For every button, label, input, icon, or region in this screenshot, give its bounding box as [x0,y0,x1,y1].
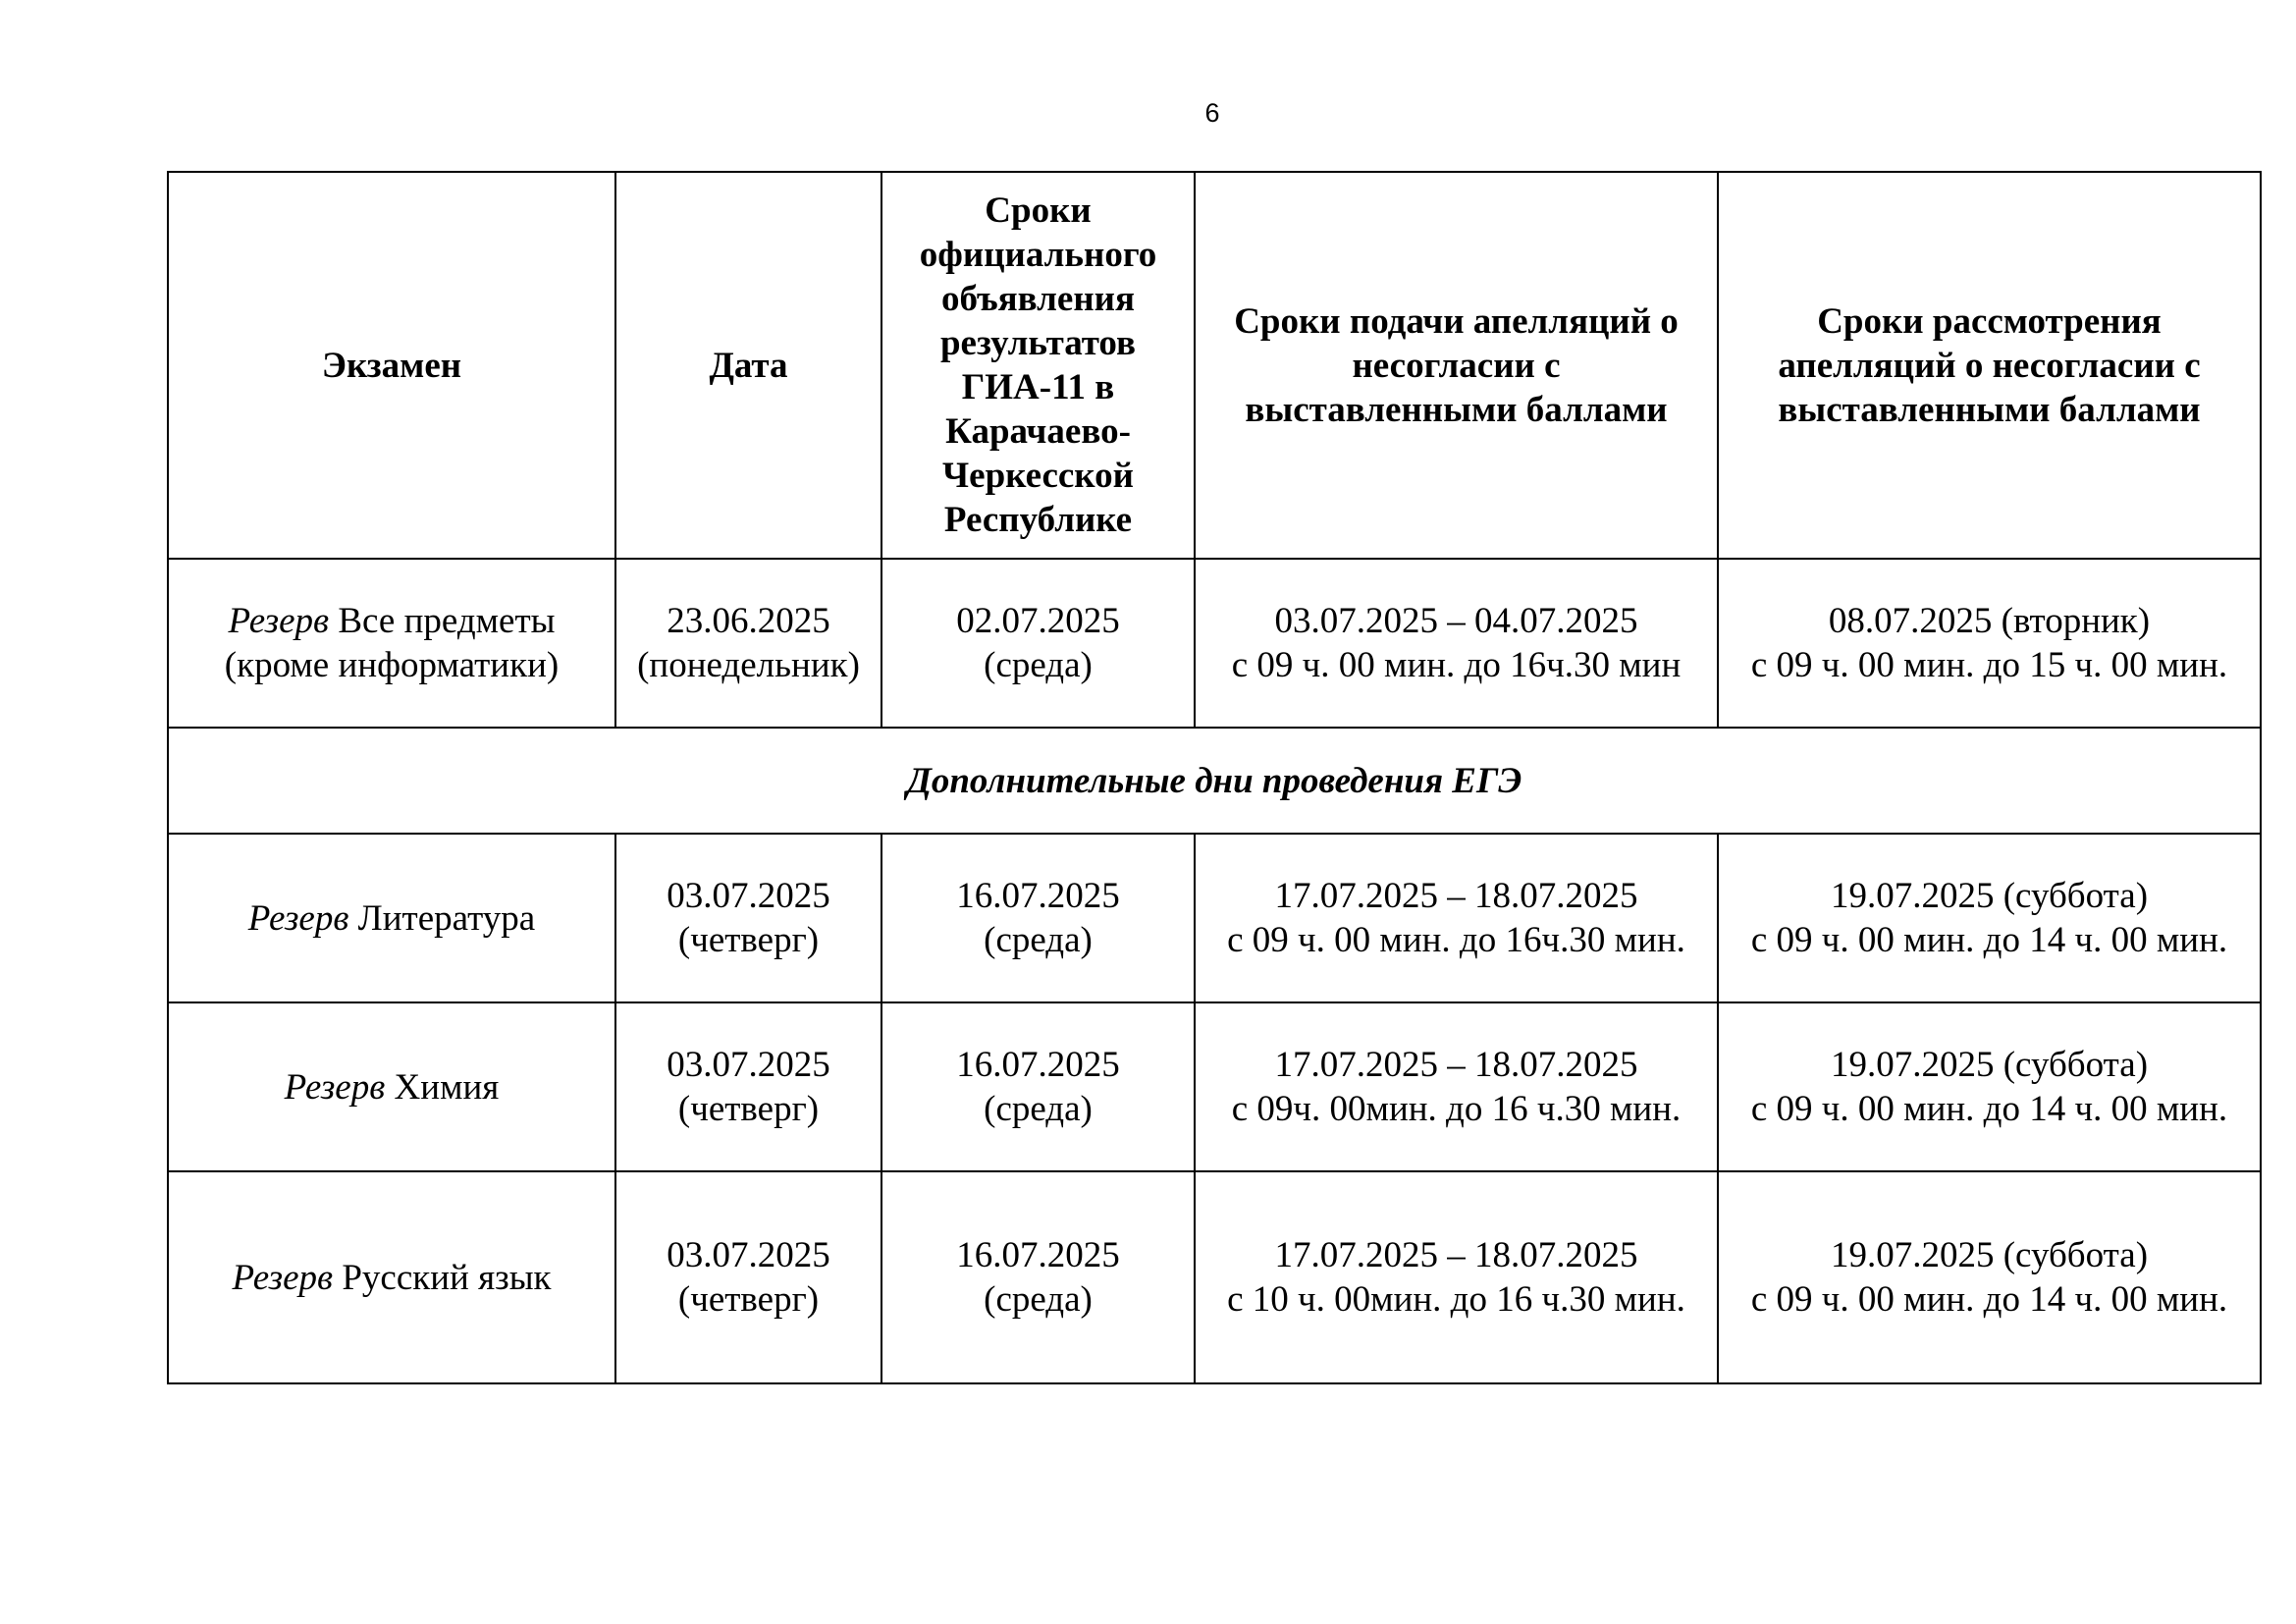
header-submit-line: Сроки подачи апелляций о [1234,300,1679,342]
review-cell [1718,1171,2261,1383]
section-title: Дополнительные дни проведения ЕГЭ [168,728,2261,834]
announce-date: 16.07.2025 [956,1235,1120,1275]
review-cell [1718,834,2261,1002]
header-submit-line: несогласии с [1352,345,1561,386]
section-row [168,728,2261,834]
submit-dates: 17.07.2025 – 18.07.2025 [1274,876,1638,916]
header-announce-line: объявления [941,279,1135,319]
announce-cell [881,1002,1195,1171]
exam-cell [168,1171,615,1383]
header-review-line: Сроки рассмотрения [1817,300,2162,342]
header-submit [1195,172,1718,559]
header-announce-line: ГИА-11 в [961,367,1115,407]
page-number: 6 [1204,98,1220,128]
exam-name [175,1256,609,1300]
review-hours: с 09 ч. 00 мин. до 14 ч. 00 мин. [1750,1089,2228,1129]
header-announce-line: Черкесской [942,456,1134,496]
announce-weekday: (среда) [984,1279,1093,1320]
exam-subject-note: (кроме информатики) [224,645,560,685]
exam-subject: Русский язык [342,1257,552,1298]
announce-date: 02.07.2025 [956,601,1120,641]
announce-weekday: (среда) [984,920,1093,960]
header-submit-line: выставленными баллами [1245,389,1668,430]
submit-hours: с 09 ч. 00 мин. до 16ч.30 мин [1231,645,1682,685]
table-row [168,559,2261,728]
date-value: 23.06.2025 [667,601,830,641]
reserve-tag: Резерв [247,897,349,939]
date-value: 03.07.2025 [667,1235,830,1275]
submit-dates: 03.07.2025 – 04.07.2025 [1274,601,1638,641]
review-hours: с 09 ч. 00 мин. до 15 ч. 00 мин. [1750,645,2228,685]
exam-cell [168,1002,615,1171]
review-cell [1718,1002,2261,1171]
submit-hours: с 10 ч. 00мин. до 16 ч.30 мин. [1227,1279,1685,1320]
reserve-tag: Резерв [284,1066,386,1108]
table-header-row [168,172,2261,559]
table-row [168,1002,2261,1171]
header-announce-line: официального [919,235,1157,275]
date-cell [615,1002,881,1171]
submit-hours: с 09ч. 00мин. до 16 ч.30 мин. [1231,1089,1682,1129]
header-review-line: выставленными баллами [1778,389,2201,430]
exam-schedule-table [167,171,2262,1384]
date-value: 03.07.2025 [667,1045,830,1085]
announce-date: 16.07.2025 [956,1045,1120,1085]
table-row [168,834,2261,1002]
header-announce-line: Сроки [985,190,1092,231]
exam-subject: Все предметы [338,601,556,641]
exam-name [175,896,609,941]
header-announce-line: результатов [939,323,1136,363]
review-cell [1718,559,2261,728]
header-announce-line: Республике [943,500,1133,540]
announce-cell [881,1171,1195,1383]
review-date: 19.07.2025 (суббота) [1830,1045,2149,1085]
header-exam-label: Экзамен [321,345,462,386]
exam-name [175,599,609,643]
announce-weekday: (среда) [984,645,1093,685]
date-weekday: (четверг) [677,1279,820,1320]
submit-dates: 17.07.2025 – 18.07.2025 [1274,1045,1638,1085]
submit-cell [1195,1002,1718,1171]
submit-hours: с 09 ч. 00 мин. до 16ч.30 мин. [1227,920,1685,960]
header-date-label: Дата [709,345,788,386]
date-value: 03.07.2025 [667,876,830,916]
date-weekday: (понедельник) [637,645,860,685]
submit-cell [1195,834,1718,1002]
exam-cell [168,559,615,728]
table-row [168,1171,2261,1383]
reserve-tag: Резерв [232,1257,334,1298]
review-date: 08.07.2025 (вторник) [1828,601,2151,641]
date-weekday: (четверг) [677,1089,820,1129]
header-announce [881,172,1195,559]
announce-date: 16.07.2025 [956,876,1120,916]
review-hours: с 09 ч. 00 мин. до 14 ч. 00 мин. [1750,920,2228,960]
date-cell [615,559,881,728]
date-weekday: (четверг) [677,920,820,960]
review-date: 19.07.2025 (суббота) [1830,1235,2149,1275]
header-exam [168,172,615,559]
exam-name [175,1065,609,1110]
exam-cell [168,834,615,1002]
exam-subject: Литература [357,897,536,939]
header-review [1718,172,2261,559]
submit-cell [1195,1171,1718,1383]
reserve-tag: Резерв [228,601,330,641]
date-cell [615,834,881,1002]
review-date: 19.07.2025 (суббота) [1830,876,2149,916]
announce-cell [881,559,1195,728]
header-review-line: апелляций о несогласии с [1778,345,2201,386]
exam-subject: Химия [394,1066,500,1108]
announce-weekday: (среда) [984,1089,1093,1129]
review-hours: с 09 ч. 00 мин. до 14 ч. 00 мин. [1750,1279,2228,1320]
announce-cell [881,834,1195,1002]
submit-dates: 17.07.2025 – 18.07.2025 [1274,1235,1638,1275]
submit-cell [1195,559,1718,728]
header-date [615,172,881,559]
date-cell [615,1171,881,1383]
header-announce-line: Карачаево- [945,411,1131,452]
